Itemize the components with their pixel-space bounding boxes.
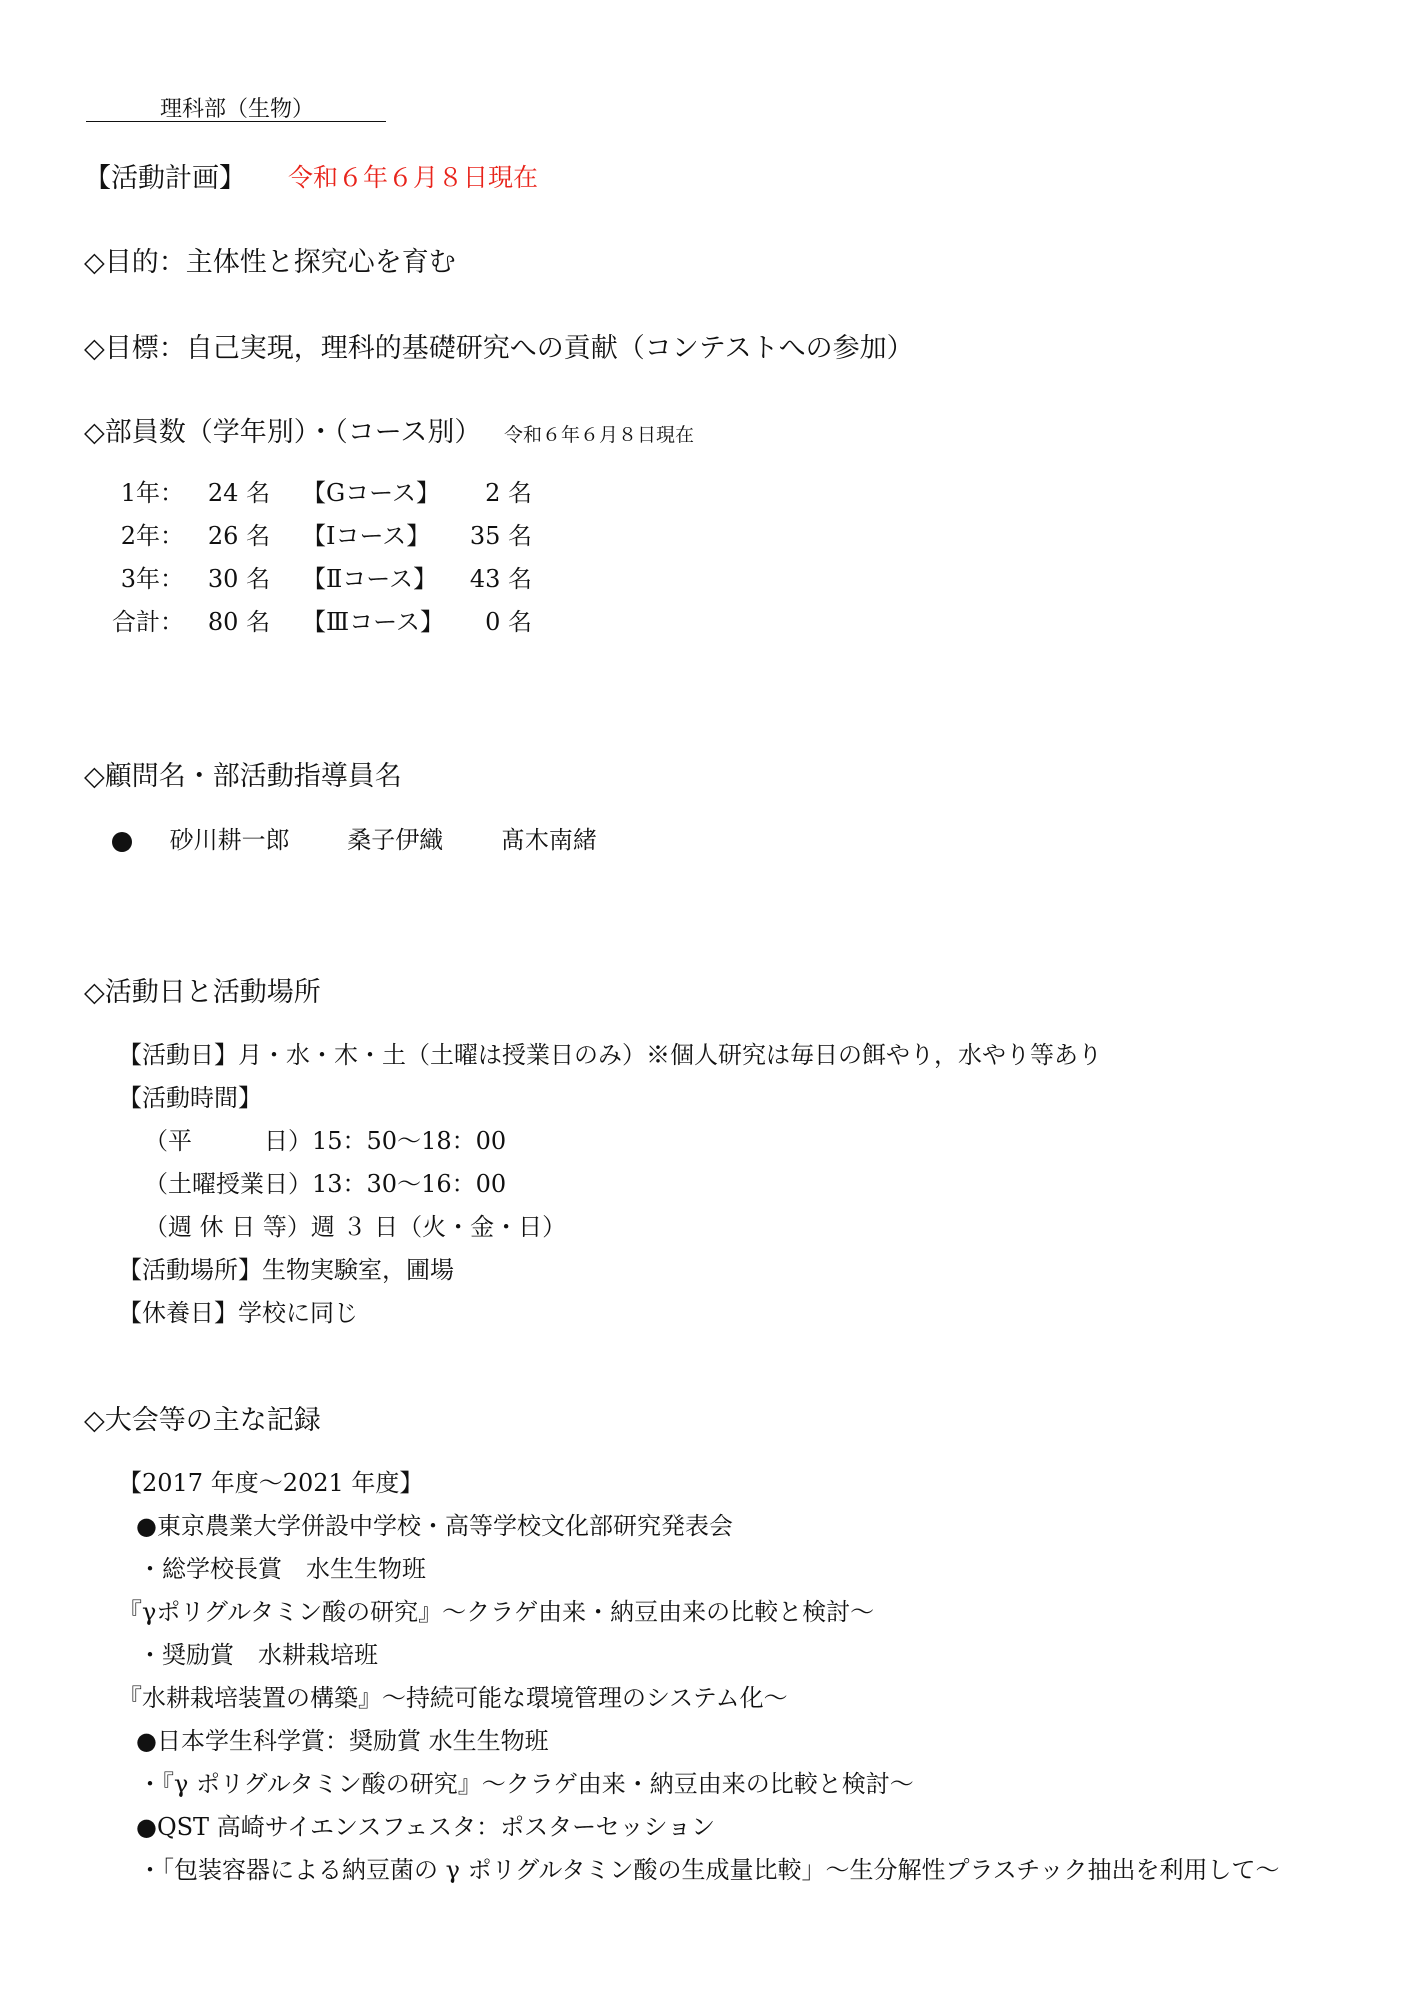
activity-days: 【活動日】月・水・木・土（土曜は授業日のみ）※個人研究は毎日の餌やり，水やり等あり [118,1041,1102,1069]
list-item: ・奨励賞 水耕栽培班 [138,1641,378,1669]
course-cell: 【Gコース】 [302,479,440,507]
activity-rest-day: 【休養日】学校に同じ [118,1299,358,1327]
plan-date: 令和６年６月８日現在 [288,163,539,192]
advisor-name: 髙木南緒 [500,826,597,854]
activity-time-weekly-rest: （週 休 日 等）週 ３ 日（火・金・日） [144,1213,567,1241]
goal-line: ◇目標：自己実現，理科的基礎研究への貢献（コンテストへの参加） [84,333,914,364]
members-table [94,469,532,641]
advisor-name: 桑子伊織 [347,826,444,854]
course-count-cell: 35 名 [469,522,532,550]
year-count-cell: 26 名 [207,522,271,550]
list-item: ・「包装容器による納豆菌の γ ポリグルタミン酸の生成量比較」〜生分解性プラスチック抽出を利用して〜 [138,1856,1280,1884]
activity-heading: ◇活動日と活動場所 [84,977,321,1008]
advisors-heading: ◇顧問名・部活動指導員名 [84,761,402,792]
list-item: 【2017 年度〜2021 年度】 [118,1469,424,1497]
course-cell: 【Ⅲコース】 [302,608,444,636]
plan-heading: 【活動計画】 [84,163,246,194]
list-item: ・『γ ポリグルタミン酸の研究』〜クラゲ由来・納豆由来の比較と検討〜 [138,1770,914,1798]
records-list [118,1462,1280,1892]
title-underline [86,121,386,122]
advisor-name: 砂川耕一郎 [169,826,290,854]
activity-time-weekday: （平 日）15：50〜18：00 [144,1127,507,1155]
year-cell: 2年： [120,522,184,550]
list-item: 『水耕栽培装置の構築』〜持続可能な環境管理のシステム化〜 [118,1684,788,1712]
course-count-cell: 0 名 [485,608,532,636]
advisors-list [112,820,647,855]
activity-time-heading: 【活動時間】 [118,1084,262,1112]
records-heading: ◇大会等の主な記録 [84,1405,321,1436]
year-cell: 3年： [120,565,184,593]
year-cell: 1年： [120,479,184,507]
page-title: 理科部（生物） [160,97,315,122]
members-section [84,410,694,449]
table-row [94,555,532,598]
table-row [94,598,532,641]
list-item: ●東京農業大学併設中学校・高等学校文化部研究発表会 [136,1512,733,1540]
list-item: ・総学校長賞 水生生物班 [138,1555,426,1583]
bullet-icon [112,832,132,852]
course-count-cell: 2 名 [485,479,532,507]
year-cell: 合計： [112,608,184,636]
members-date: 令和６年６月８日現在 [504,424,695,446]
list-item: ●QST 高崎サイエンスフェスタ：ポスターセッション [136,1813,716,1841]
list-item: 『γポリグルタミン酸の研究』〜クラゲ由来・納豆由来の比較と検討〜 [118,1598,875,1626]
activity-time-saturday: （土曜授業日）13：30〜16：00 [144,1170,507,1198]
year-count-cell: 30 名 [207,565,271,593]
members-heading: ◇部員数（学年別）・（コース別） [84,417,482,448]
course-cell: 【Ⅱコース】 [302,565,438,593]
purpose-line: ◇目的：主体性と探究心を育む [84,247,456,278]
year-count-cell: 24 名 [207,479,271,507]
list-item: ●日本学生科学賞：奨励賞 水生生物班 [136,1727,549,1755]
course-cell: 【Ⅰコース】 [302,522,431,550]
activity-block [118,1034,1102,1335]
activity-place: 【活動場所】生物実験室，圃場 [118,1256,454,1284]
course-count-cell: 43 名 [469,565,532,593]
year-count-cell: 80 名 [207,608,271,636]
table-row [94,512,532,555]
table-row [94,469,532,512]
